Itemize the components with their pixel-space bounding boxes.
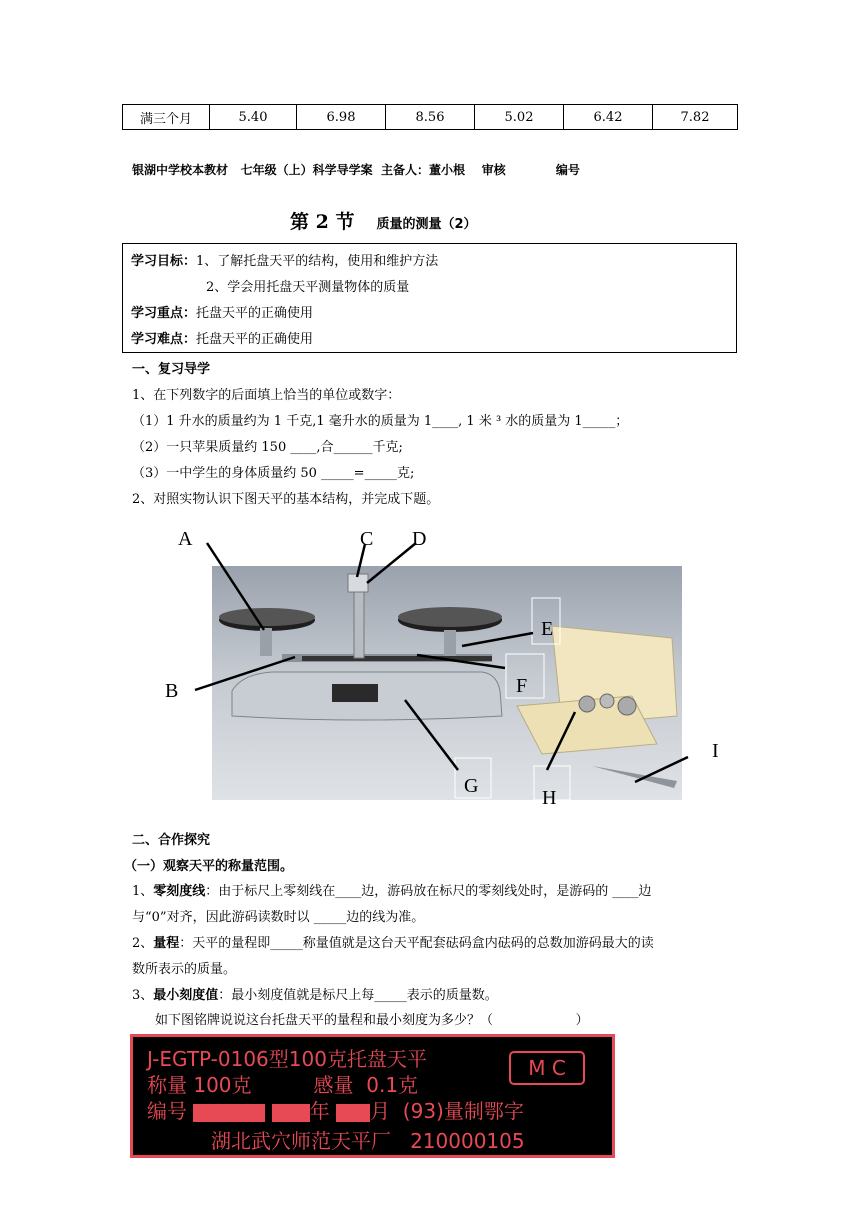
table-cell: 6.42	[564, 105, 653, 130]
focus-text: 托盘天平的正确使用	[196, 306, 314, 321]
review-heading: 一、复习导学	[132, 362, 211, 377]
explore-heading: 二、合作探究	[132, 833, 211, 848]
number-label: 编号	[555, 163, 580, 177]
label-d: D	[412, 528, 427, 550]
p2-number: 2、	[132, 936, 154, 951]
table-cell: 6.98	[297, 105, 386, 130]
label-g: G	[464, 775, 479, 797]
school-label: 银湖中学校本教材	[132, 163, 229, 177]
nameplate-month: 月	[370, 1099, 391, 1123]
nameplate-license: (93)量制鄂字	[402, 1099, 524, 1123]
nameplate-maker: 湖北武穴师范天平厂 210000105	[211, 1129, 525, 1153]
year-box	[272, 1104, 310, 1122]
table-cell: 5.02	[475, 105, 564, 130]
explore-p1	[132, 880, 651, 899]
label-c: C	[360, 528, 374, 550]
p2-term: 量程	[153, 936, 180, 951]
balance-nameplate	[130, 1034, 615, 1158]
table-cell: 5.40	[210, 105, 297, 130]
mc-mark: M C	[509, 1051, 585, 1085]
nameplate-serial-label: 编号	[147, 1099, 187, 1123]
review-q1-3: （3）一中学生的身体质量约 50 _____=_____克;	[132, 466, 415, 481]
label-h: H	[542, 787, 557, 809]
label-a: A	[178, 528, 193, 550]
preparer-label: 主备人：董小根	[380, 163, 465, 177]
p1-number: 1、	[132, 884, 154, 899]
p1-term: 零刻度线	[153, 884, 206, 899]
explore-p4: 如下图铭牌说说这台托盘天平的量程和最小刻度为多少？（ ）	[155, 1013, 589, 1028]
p3-term: 最小刻度值	[153, 988, 219, 1003]
p3-text: ：最小刻度值就是标尺上每_____表示的质量数。	[218, 988, 498, 1003]
nameplate-sensitivity: 感量 0.1克	[313, 1073, 419, 1097]
p3-number: 3、	[132, 988, 154, 1003]
serial-box	[193, 1104, 265, 1122]
focus-label: 学习重点：	[131, 306, 197, 321]
review-q1-2: （2）一只苹果质量约 150 ____,合______千克;	[132, 440, 403, 455]
review-q1-1: （1）1 升水的质量约为 1 千克,1 毫升水的质量为 1____, 1 米 ³ 水的质量为 1_____；	[132, 414, 629, 429]
table-cell: 7.82	[653, 105, 738, 130]
month-box	[336, 1104, 370, 1122]
nameplate-capacity: 称量 100克	[147, 1073, 252, 1097]
label-e: E	[541, 618, 554, 640]
review-q1: 1、在下列数字的后面填上恰当的单位或数字：	[132, 388, 401, 403]
explore-p3	[132, 984, 498, 1003]
section-number: 第 2 节	[290, 211, 355, 233]
review-q2: 2、对照实物认识下图天平的基本结构，并完成下题。	[132, 492, 440, 507]
difficulty-label: 学习难点：	[131, 332, 197, 347]
explore-p2-cont: 数所表示的质量。	[132, 962, 237, 977]
p2-text: ：天平的量程即_____称量值就是这台天平配套砝码盒内砝码的总数加游码最大的读	[179, 936, 654, 951]
goal-label: 学习目标：	[131, 254, 197, 269]
difficulty-text: 托盘天平的正确使用	[196, 332, 314, 347]
explore-p2	[132, 932, 654, 951]
explore-p1-cont: 与“0”对齐，因此游码读数时以 _____边的线为准。	[132, 910, 425, 925]
nameplate-year: 年	[309, 1099, 330, 1123]
table-cell: 满三个月	[123, 105, 210, 130]
p1-text: ：由于标尺上零刻线在____边，游码放在标尺的零刻线处时，是游码的 ____边	[205, 884, 652, 899]
goal-2: 2、学会用托盘天平测量物体的质量	[206, 280, 410, 295]
table-cell: 8.56	[386, 105, 475, 130]
grade-label: 七年级（上）科学导学案	[240, 163, 373, 177]
section-subtitle: 质量的测量（2）	[376, 217, 477, 232]
nameplate-line-1: J-EGTP-0106型100克托盘天平	[147, 1047, 427, 1071]
review-label: 审核	[481, 163, 506, 177]
goal-1: 1、了解托盘天平的结构，使用和维护方法	[196, 254, 439, 269]
label-i: I	[712, 740, 719, 762]
label-b: B	[165, 680, 179, 702]
label-f: F	[516, 675, 528, 697]
explore-subheading: （一）观察天平的称量范围。	[124, 859, 294, 874]
